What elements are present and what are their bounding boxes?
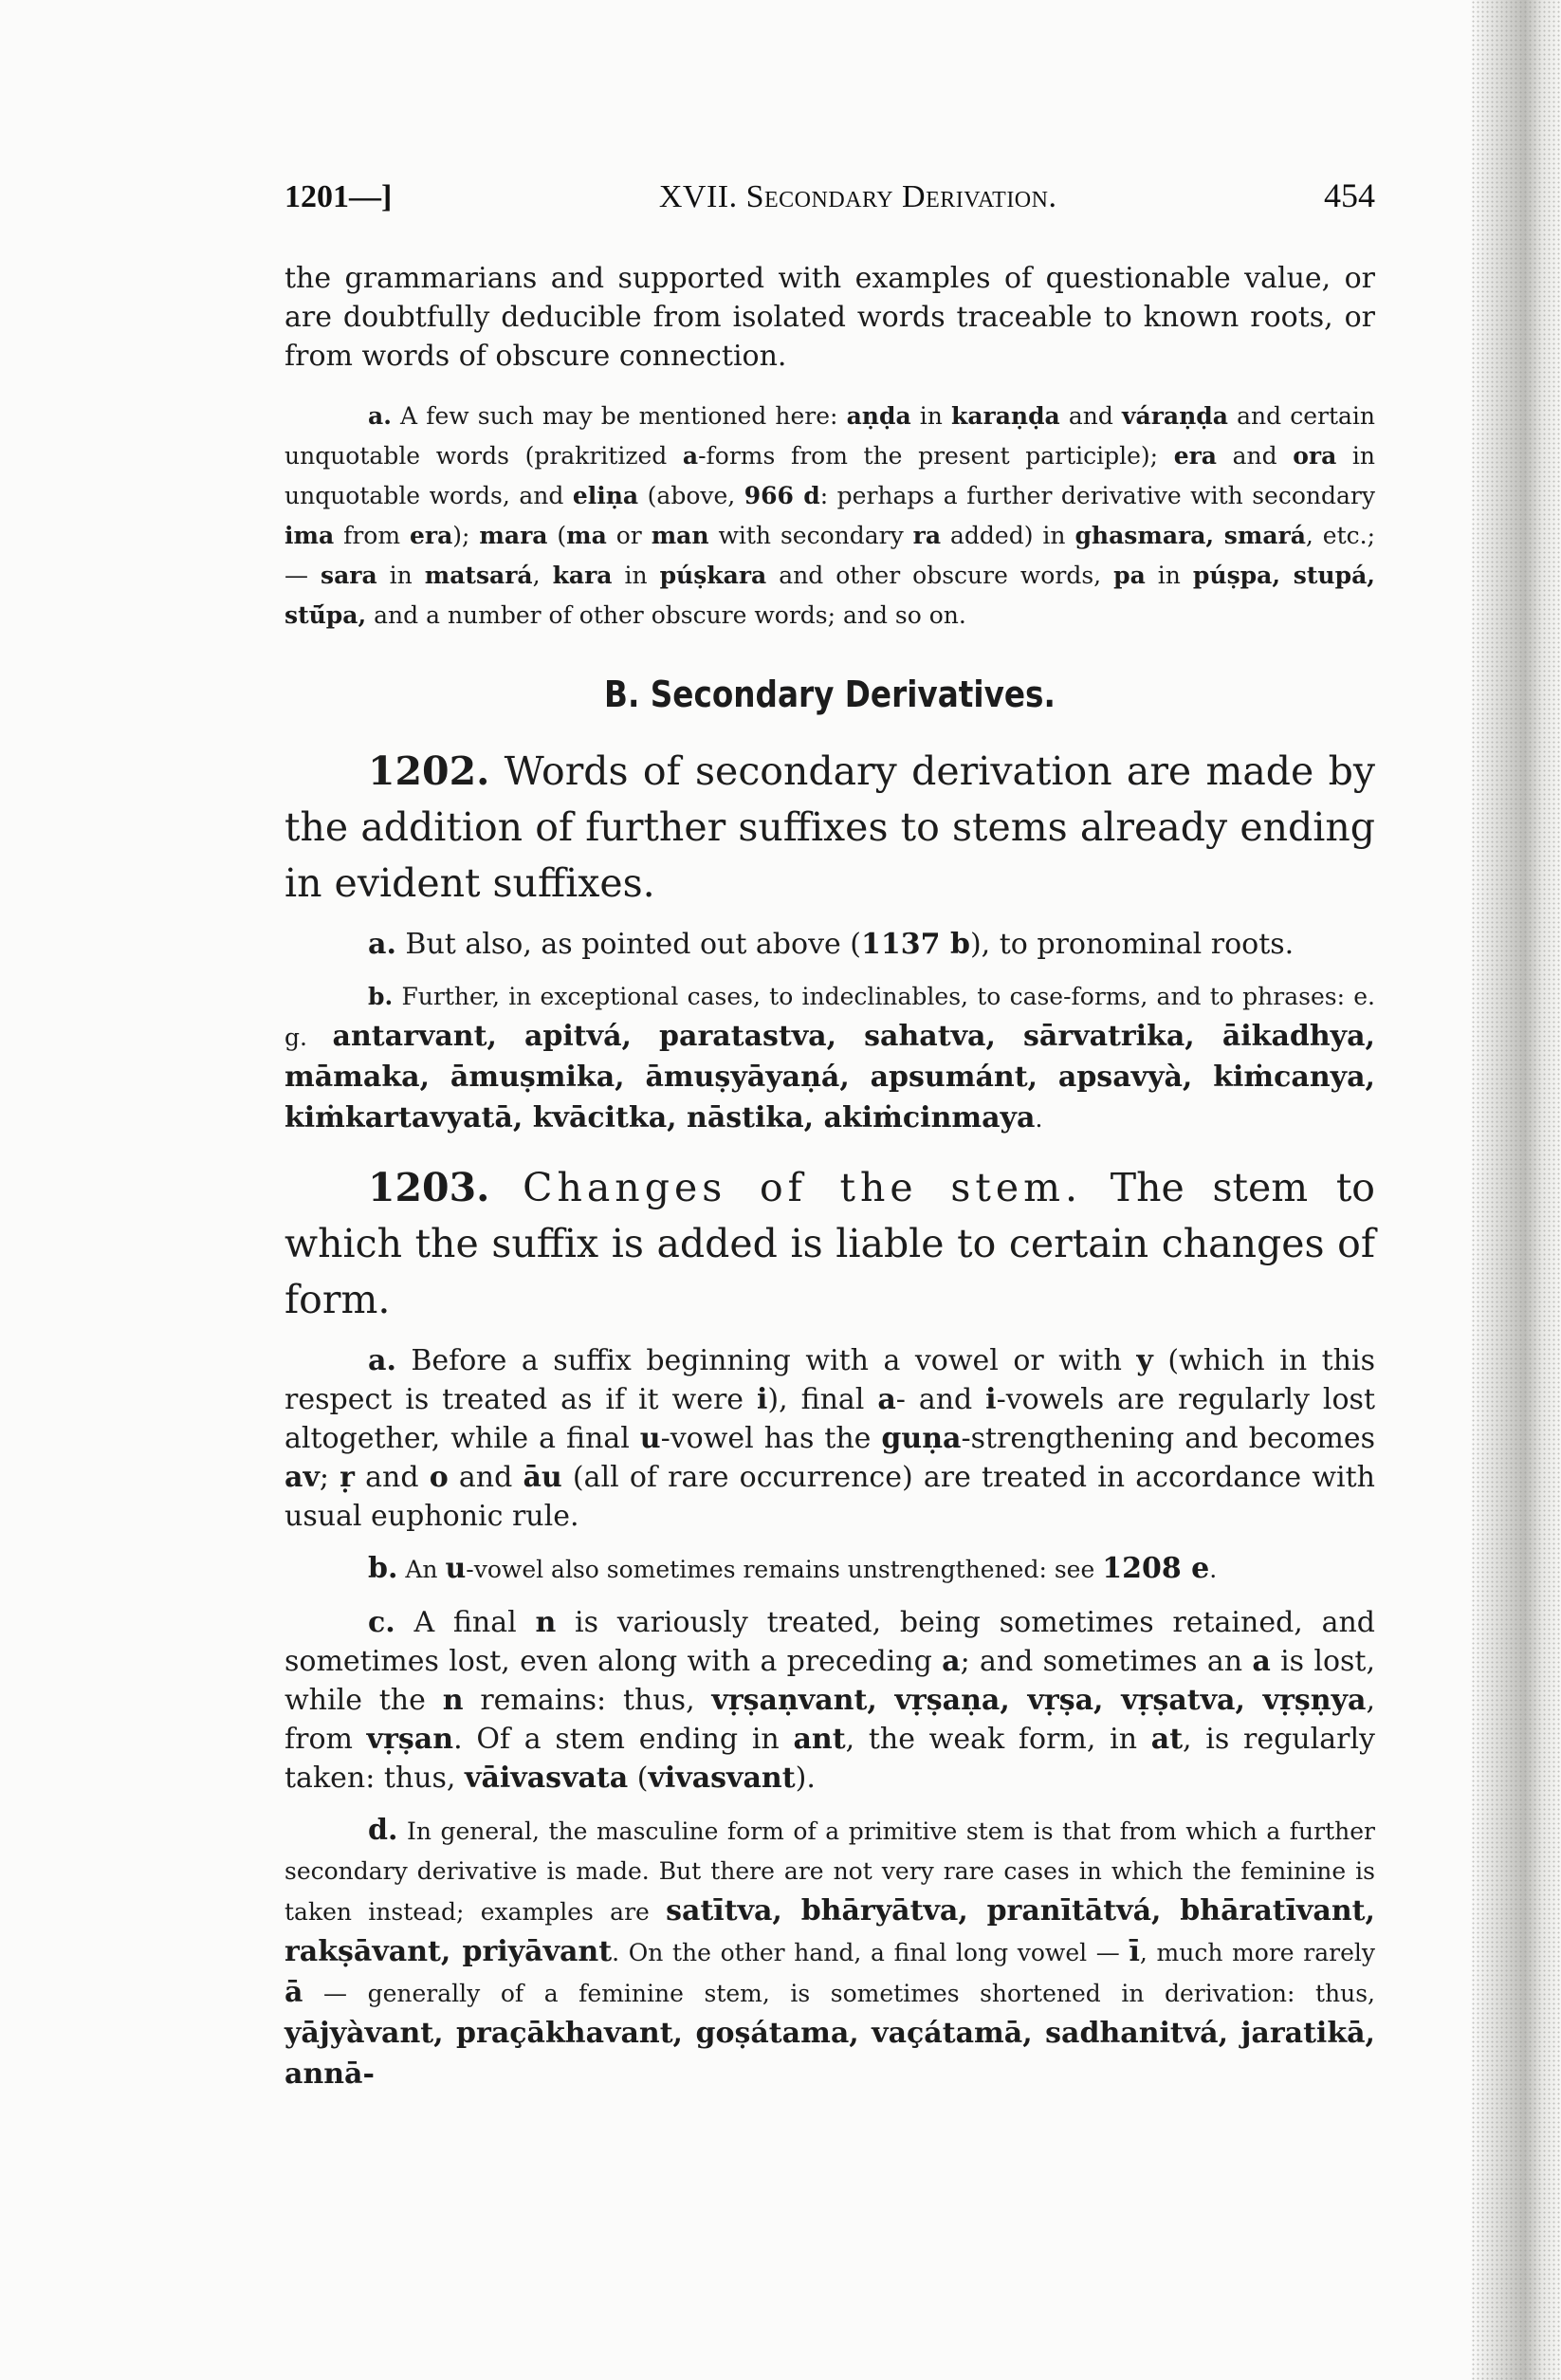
running-header	[285, 175, 1375, 215]
paragraph-1202a: a. But also, as pointed out above (1137 b), to pronominal roots.	[368, 928, 1295, 961]
paragraph-1203: 1203. Changes of the stem. The stem to which the suffix is added is liable to certain changes of form.	[285, 1165, 1375, 1322]
note-a-list: a. A few such may be mentioned here: aṇḍa in karaṇḍa and váraṇḍa and certain unquotable words (prakritized a-forms from the present participle); era and ora in unquotable words, and eliṇa (above, 966 d: perhaps a further derivative with secondary ima from era); mara (ma or man with secondary ra added) in ghasmara, smará, etc.; — sara in matsará, kara in púṣkara and other obscure words, pa in púṣpa, stupá, stū́pa, and a number of other obscure words; and so on.	[285, 402, 1376, 629]
paragraph-1202: 1202. Words of secondary derivation are made by the addition of further suffixes to stems already ending in evident suffixes.	[285, 748, 1375, 906]
header-section-ref: 1201—]	[285, 179, 393, 214]
section-heading: B. Secondary Derivatives.	[604, 673, 1056, 715]
paragraph-1203d: d. In general, the masculine form of a primitive stem is that from which a further secondary derivative is made. But there are not very rare cases in which the feminine is taken instead; examples are satītva, bhāryātva, pranītātvá, bhāratīvant, rakṣāvant, priyāvant. On the other hand, a final long vowel — ī, much more rarely ā — generally of a feminine stem, is sometimes shortened in derivation: thus, yājyàvant, praçākhavant, goṣátama, vaçátamā, sadhanitvá, jaratikā, annā-	[285, 1814, 1376, 2091]
paragraph-1203c: c. A final n is variously treated, being sometimes retained, and sometimes lost, even along with a preceding a; and sometimes an a is lost, while the n remains: thus, vṛṣaṇvant, vṛṣaṇa, vṛṣa, vṛṣatva, vṛṣṇya, from vṛṣan. Of a stem ending in ant, the weak form, in at, is regularly taken: thus, vāivasvata (vivasvant).	[285, 1606, 1376, 1795]
continuation-paragraph: the grammarians and supported with examples of questionable value, or are doubtfully deducible from isolated words traceable to known roots, or from words of obscure connection.	[285, 262, 1375, 373]
page-content	[285, 175, 1375, 2095]
paragraph-1202b: b. Further, in exceptional cases, to indeclinables, to case-forms, and to phrases: e. g. antarvant, apitvá, paratastva, sahatva, sārvatrika, āikadhya, māmaka, āmuṣmika, āmuṣyāyaṇá, apsumánt, apsavyà, kiṁcanya, kiṁkartavyatā, kvācitka, nāstika, akiṁcinmaya.	[285, 983, 1375, 1135]
page-number: 454	[1324, 176, 1375, 214]
paragraph-1203b: b. An u-vowel also sometimes remains unstrengthened: see 1208 e.	[368, 1552, 1218, 1585]
header-title: XVII. Secondary Derivation.	[658, 179, 1057, 214]
paragraph-1203a: a. Before a suffix beginning with a vowel or with y (which in this respect is treated as if it were i), final a- and i-vowels are regularly lost altogether, while a final u-vowel has the guṇa-strengthening and becomes av; ṛ and o and āu (all of rare occurrence) are treated in accordance with usual euphonic rule.	[285, 1344, 1375, 1533]
page-edge-shadow	[1471, 0, 1561, 2380]
